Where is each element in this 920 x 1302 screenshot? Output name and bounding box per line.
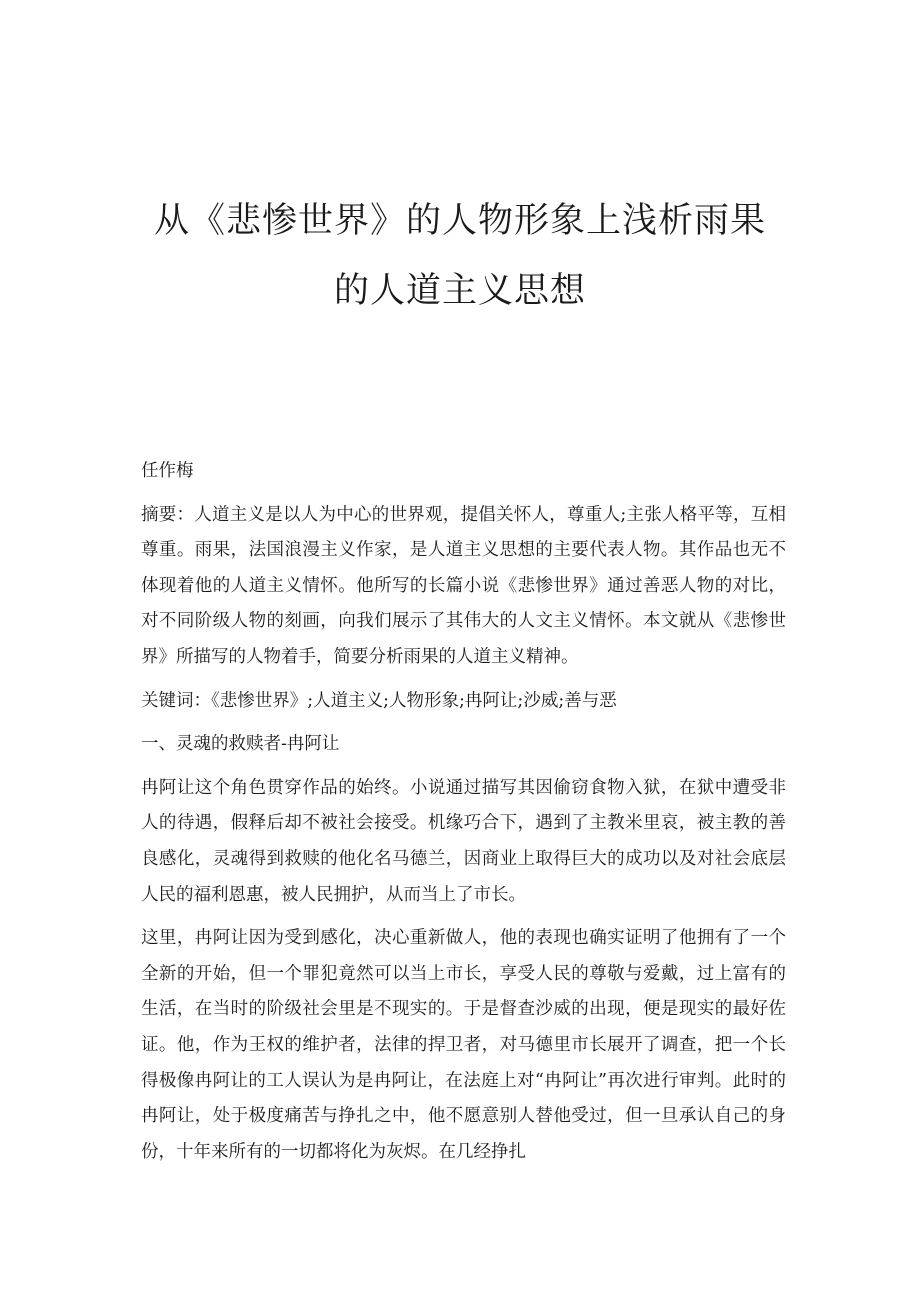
body-paragraph-2: 这里，冉阿让因为受到感化，决心重新做人，他的表现也确实证明了他拥有了一个全新的开始，但一个罪犯竟然可以当上市长，享受人民的尊敬与爱戴，过上富有的生活，在当时的阶级社会里是不现实的。于是督查沙威的出现，便是现实的最好佐证。他，作为王权的维护者，法律的捍卫者，对马德里市长展开了调查，把一个长得极像冉阿让的工人误认为是冉阿让，在法庭上对“冉阿让”再次进行审判。此时的冉阿让，处于极度痛苦与挣扎之中，他不愿意别人替他受过，但一旦承认自己的身份，十年来所有的一切都将化为灰烬。在几经挣扎 [141,928,786,1162]
document-body [141,454,786,1178]
title-line-2: 的人道主义思想 [333,271,586,311]
document-title [100,186,820,326]
title-line-1: 从《悲惨世界》的人物形象上浅析雨果 [153,201,766,241]
author-name: 任作梅 [141,461,194,481]
keywords-line: 关键词：《悲惨世界》;人道主义;人物形象;冉阿让;沙威;善与恶 [141,690,617,711]
abstract-paragraph: 摘要：人道主义是以人为中心的世界观，提倡关怀人，尊重人;主张人格平等，互相尊重。雨果，法国浪漫主义作家，是人道主义思想的主要代表人物。其作品也无不体现着他的人道主义情怀。他所写的长篇小说《悲惨世界》通过善恶人物的对比，对不同阶级人物的刻画，向我们展示了其伟大的人文主义情怀。本文就从《悲惨世界》所描写的人物着手，简要分析雨果的人道主义精神。 [141,504,786,667]
body-paragraph-1: 冉阿让这个角色贯穿作品的始终。小说通过描写其因偷窃食物入狱，在狱中遭受非人的待遇，假释后却不被社会接受。机缘巧合下，遇到了主教米里哀，被主教的善良感化，灵魂得到救赎的他化名马德兰，因商业上取得巨大的成功以及对社会底层人民的福利恩惠，被人民拥护，从而当上了市长。 [141,777,786,905]
section-heading: 一、灵魂的救赎者-冉阿让 [141,734,340,755]
